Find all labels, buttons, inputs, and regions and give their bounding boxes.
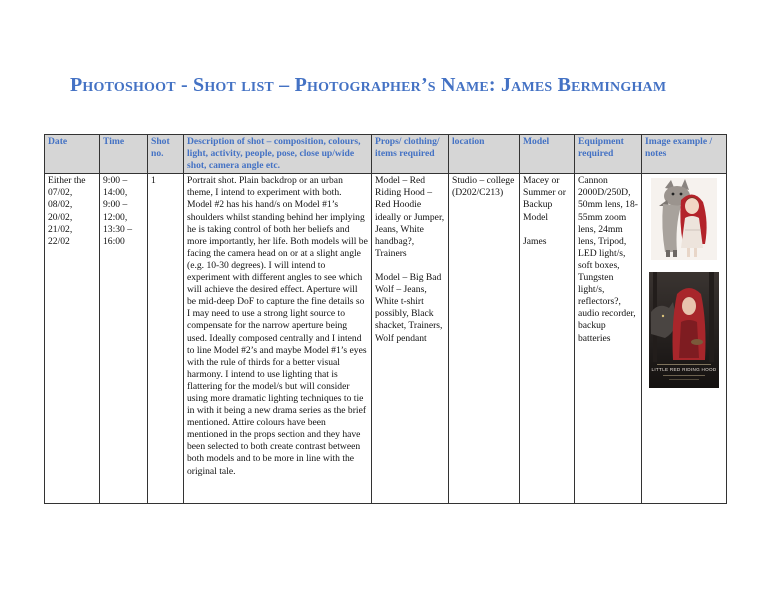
little-red-riding-hood-book-cover-icon xyxy=(649,272,719,388)
cell-props: Model – Red Riding Hood – Red Hoodie ideally or Jumper, Jeans, White handbag?, Trainers Model – Big Bad Wolf – Jeans, White t-shirt possibly, Black shacket, Trainers, Wolf pendant xyxy=(372,174,449,504)
cell-image-examples xyxy=(642,174,727,504)
page-title: Photoshoot - Shot list – Photographer’s Name: James Bermingham xyxy=(70,74,667,96)
book-cover-title: LITTLE RED RIDING HOOD xyxy=(651,367,717,373)
header-equipment: Equipment required xyxy=(575,135,642,174)
header-shot-no: Shot no. xyxy=(148,135,184,174)
cell-equipment: Cannon 2000D/250D, 50mm lens, 18-55mm zoom lens, 24mm lens, Tripod, LED light/s, soft boxes, Tungsten light/s, reflectors?, audio recorder, backup batteries xyxy=(575,174,642,504)
header-model: Model xyxy=(520,135,575,174)
cell-time: 9:00 – 14:00, 9:00 – 12:00, 13:30 – 16:00 xyxy=(100,174,148,504)
cell-shot-no: 1 xyxy=(148,174,184,504)
table-row xyxy=(45,174,727,504)
cell-location: Studio – college (D202/C213) xyxy=(449,174,520,504)
cell-model: Macey or Summer or Backup Model James xyxy=(520,174,575,504)
header-location: location xyxy=(449,135,520,174)
shot-list-table xyxy=(44,134,727,504)
header-time: Time xyxy=(100,135,148,174)
red-riding-hood-wolf-illustration-icon xyxy=(651,178,717,260)
header-date: Date xyxy=(45,135,100,174)
header-description: Description of shot – composition, colours, light, activity, people, pose, close up/wide shot, camera angle etc. xyxy=(184,135,372,174)
header-props: Props/ clothing/ items required xyxy=(372,135,449,174)
cell-description: Portrait shot. Plain backdrop or an urban theme, I intend to experiment with both. Model #2 has his hand/s on Model #1’s shoulders whilst standing behind her implying he is taking control of both her beliefs and more importantly, her life. Both models will be facing the camera head on or at a slight angle (e.g. 10-30 degrees). I will intend to experiment with different angles to see which will achieve the desired effect. Aperture will be mid-deep DoF to capture the fine details so I may need to use a strong light source to compensate for the narrow aperture being used. Ideally composed centrally and I intend to line Model #2’s and maybe Model #1’s eyes with the rule of thirds for a better visual harmony. I intend to use lighting that is flattering for the model/s but will consider using more dramatic lighting techniques to tie in with it being a new drama series as the brief mentioned. Attire colours have been mentioned in the props section and they have been selected to both create contrast between both models and to be more in line with the original tale. xyxy=(184,174,372,504)
header-image-example: Image example / notes xyxy=(642,135,727,174)
table-header-row xyxy=(45,135,727,174)
cell-date: Either the 07/02, 08/02, 20/02, 21/02, 22/02 xyxy=(45,174,100,504)
